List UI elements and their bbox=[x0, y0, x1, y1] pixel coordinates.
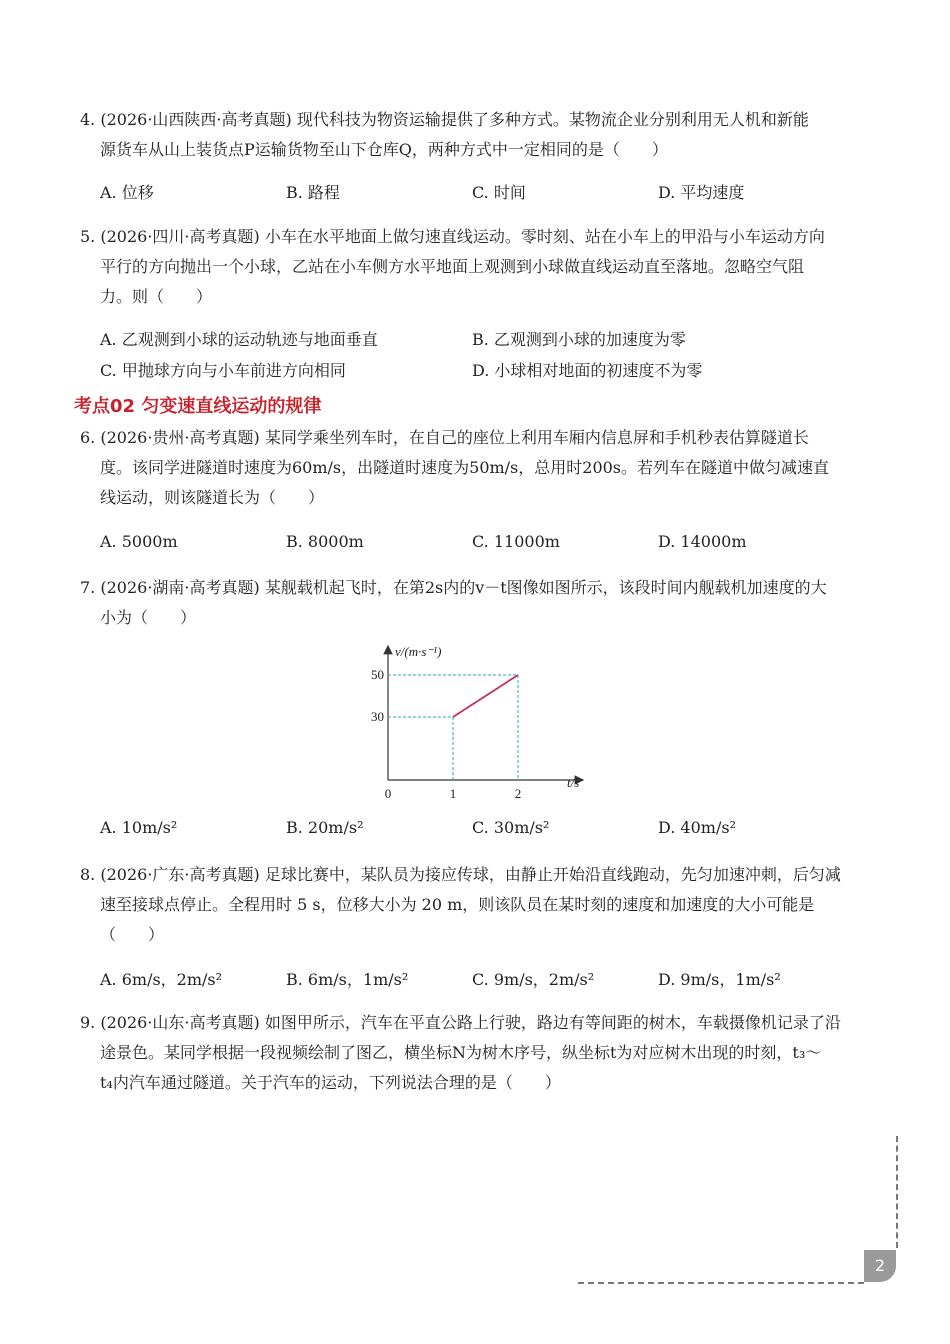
question-4 bbox=[80, 105, 880, 165]
question-6 bbox=[80, 423, 880, 513]
option-b[interactable]: B. 6m/s，1m/s² bbox=[286, 970, 409, 989]
question-7-line-2: 小为（ ） bbox=[100, 608, 197, 627]
option-a[interactable]: A. 位移 bbox=[100, 183, 154, 202]
x-tick-label: 1 bbox=[449, 786, 457, 801]
question-9 bbox=[80, 1008, 880, 1098]
series-group bbox=[453, 675, 518, 717]
option-d[interactable]: D. 14000m bbox=[658, 532, 747, 551]
y-axis-label: v/(m·s⁻¹) bbox=[395, 644, 442, 659]
question-9-line-3: t₄内汽车通过隧道。关于汽车的运动，下列说法合理的是（ ） bbox=[100, 1073, 561, 1092]
option-b[interactable]: B. 乙观测到小球的加速度为零 bbox=[472, 330, 686, 349]
option-d[interactable]: D. 小球相对地面的初速度不为零 bbox=[472, 361, 703, 380]
option-a[interactable]: A. 10m/s² bbox=[100, 818, 178, 837]
vt-chart bbox=[355, 640, 595, 810]
question-8-line-1: 8. (2026·广东·高考真题) 足球比赛中，某队员为接应传球，由静止开始沿直线跑动，先匀加速冲刺，后匀减 bbox=[80, 865, 841, 884]
question-5-line-3: 力。则（ ） bbox=[100, 287, 213, 306]
question-4-line-2: 源货车从山上装货点P运输货物至山下仓库Q，两种方式中一定相同的是（ ） bbox=[100, 140, 668, 159]
x-axis-label: t/s bbox=[567, 775, 580, 790]
section-title: 考点02 匀变速直线运动的规律 bbox=[74, 396, 322, 417]
question-7 bbox=[80, 573, 880, 633]
question-9-line-2: 途景色。某同学根据一段视频绘制了图乙，横坐标N为树木序号，纵坐标t为对应树木出现的时刻，t₃～ bbox=[100, 1043, 822, 1062]
page-border-dashed-vertical bbox=[896, 1136, 898, 1248]
x-tick-label: 2 bbox=[514, 786, 522, 801]
option-b[interactable]: B. 8000m bbox=[286, 532, 364, 551]
question-6-line-2: 度。该同学进隧道时速度为60m/s，出隧道时速度为50m/s，总用时200s。若列车在隧道中做匀减速直 bbox=[100, 458, 830, 477]
question-8 bbox=[80, 860, 880, 950]
question-5-line-2: 平行的方向抛出一个小球，乙站在小车侧方水平地面上观测到小球做直线运动直至落地。忽略空气阻 bbox=[100, 257, 805, 276]
question-6-line-3: 线运动，则该隧道长为（ ） bbox=[100, 488, 325, 507]
question-5-line-1: 5. (2026·四川·高考真题) 小车在水平地面上做匀速直线运动。零时刻、站在小车上的甲沿与小车运动方向 bbox=[80, 227, 825, 246]
option-d[interactable]: D. 9m/s，1m/s² bbox=[658, 970, 781, 989]
option-c[interactable]: C. 11000m bbox=[472, 532, 560, 551]
question-8-line-2: 速至接球点停止。全程用时 5 s，位移大小为 20 m，则该队员在某时刻的速度和加速度的大小可能是 bbox=[100, 895, 815, 914]
option-d[interactable]: D. 40m/s² bbox=[658, 818, 736, 837]
option-c[interactable]: C. 30m/s² bbox=[472, 818, 550, 837]
question-8-line-3: （ ） bbox=[100, 925, 165, 944]
question-5 bbox=[80, 222, 880, 312]
option-b[interactable]: B. 路程 bbox=[286, 183, 340, 202]
page-border-dashed-horizontal bbox=[578, 1282, 864, 1284]
option-c[interactable]: C. 甲抛球方向与小车前进方向相同 bbox=[100, 361, 346, 380]
velocity-line bbox=[453, 675, 518, 717]
question-4-line-1: 4. (2026·山西陕西·高考真题) 现代科技为物资运输提供了多种方式。某物流企业分别利用无人机和新能 bbox=[80, 110, 809, 129]
y-tick-label: 50 bbox=[371, 667, 384, 682]
option-a[interactable]: A. 乙观测到小球的运动轨迹与地面垂直 bbox=[100, 330, 378, 349]
option-b[interactable]: B. 20m/s² bbox=[286, 818, 364, 837]
option-c[interactable]: C. 9m/s，2m/s² bbox=[472, 970, 595, 989]
page-number: 2 bbox=[864, 1250, 896, 1282]
question-7-line-1: 7. (2026·湖南·高考真题) 某舰载机起飞时，在第2s内的v－t图像如图所示，该段时间内舰载机加速度的大 bbox=[80, 578, 827, 597]
option-a[interactable]: A. 5000m bbox=[100, 532, 178, 551]
question-6-line-1: 6. (2026·贵州·高考真题) 某同学乘坐列车时，在自己的座位上利用车厢内信息屏和手机秒表估算隧道长 bbox=[80, 428, 809, 447]
option-a[interactable]: A. 6m/s，2m/s² bbox=[100, 970, 223, 989]
question-9-line-1: 9. (2026·山东·高考真题) 如图甲所示，汽车在平直公路上行驶，路边有等间距的树木，车载摄像机记录了沿 bbox=[80, 1013, 841, 1032]
x-tick-label: 0 bbox=[384, 786, 392, 801]
option-d[interactable]: D. 平均速度 bbox=[658, 183, 745, 202]
guide-lines bbox=[388, 675, 518, 780]
option-c[interactable]: C. 时间 bbox=[472, 183, 526, 202]
y-tick-label: 30 bbox=[371, 709, 384, 724]
